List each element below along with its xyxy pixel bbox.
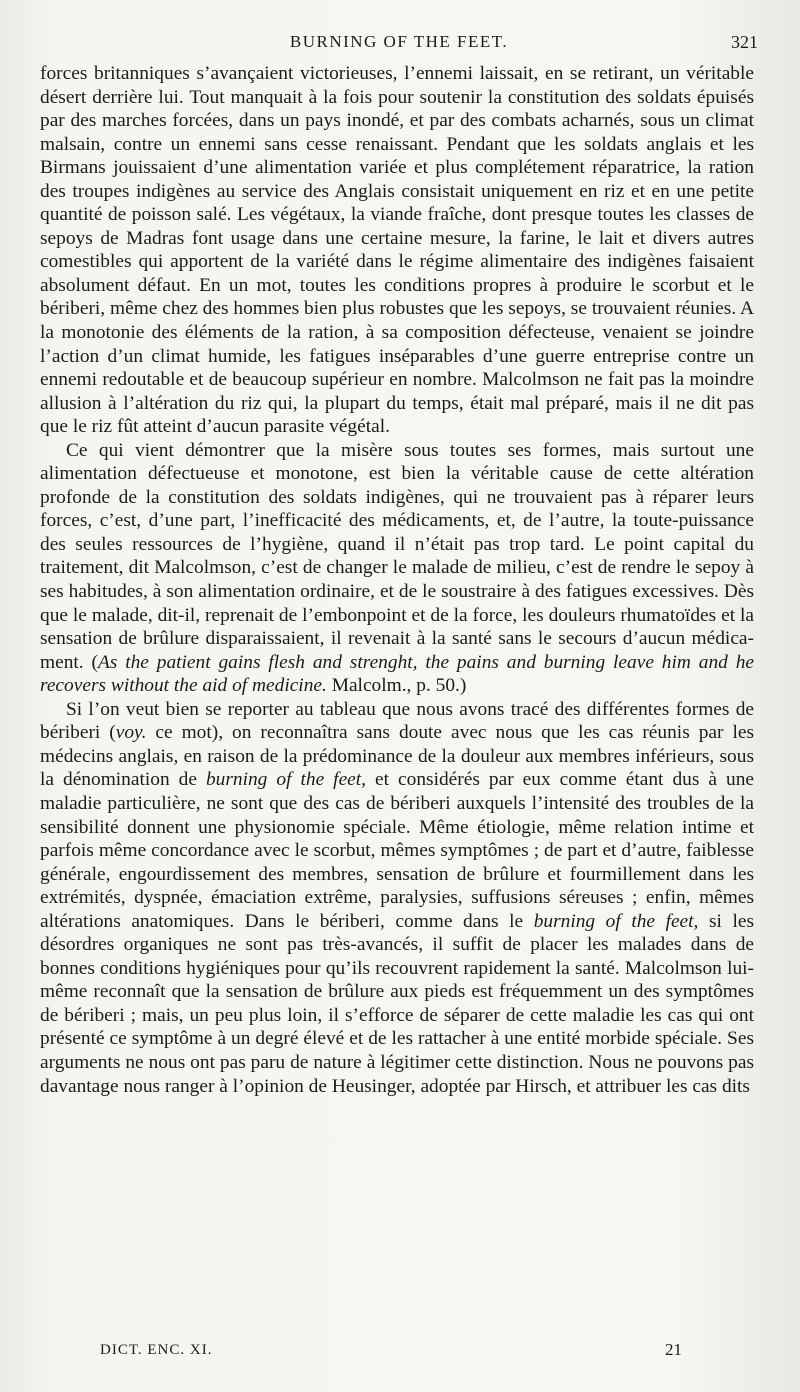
text-run: Si l’on veut bien se reporter au tableau que nous avons tracé des différentes formes de bériberi (: [40, 698, 754, 744]
running-head: [40, 30, 758, 58]
italic-text-run: voy.: [115, 722, 147, 744]
paragraph: [40, 439, 754, 698]
text-run: Ce qui vient démontrer que la misère sous toutes ses formes, mais surtout une alimentation défectueuse et monotone, est bien la véritable cause de cette altération profonde de la constitution des soldats indigènes, qui ne trouvaient pas à réparer leurs forces, c’est, d’une part, l’inefficacité des médicaments, et, de l’autre, la toute-puissance des seules ressources de l’hygiène, quand il n’était pas trop tard. Le point capital du traitement, dit Malcolmson, c’est de changer le malade de milieu, c’est de rendre le sepoy à ses habitudes, à son alimentation ordinaire, et de le soustraire à des fatigues excessives. Dès que le malade, dit-il, reprenait de l’embonpoint et de la force, les douleurs rhumatoïdes et la sensation de brûlure disparaissaient, il revenait à la santé sans le secours d’aucun médicament. (: [40, 439, 754, 673]
paragraph: [40, 62, 754, 439]
page-number: 321: [731, 32, 758, 52]
text-run: et considérés par eux comme étant dus à une maladie particulière, ne sont que des cas de bériberi auxquels l’intensité des troubles de la sensibilité donnent une physionomie spéciale. Même étiologie, même relation intime et parfois même concordance avec le scorbut, mêmes symptômes ; de part et d’autre, faiblesse générale, engourdissement des membres, sensation de brûlure et fourmillement dans les extrémités, dyspnée, émaciation extrême, paralysies, suffusions séreuses ; enfin, mêmes altérations anatomiques. Dans le bériberi, comme dans le: [40, 769, 755, 932]
footer-signature: DICT. ENC. XI.: [100, 1342, 213, 1358]
text-run: si les désordres organiques ne sont pas très-avancés, il suffit de placer les malades dans de bonnes conditions hygiéniques pour qu’ils recouvrent rapidement la santé. Malcolmson lui-même reconnaît que la sensation de brûlure aux pieds est fréquemment un des symptômes de bériberi ; mais, un peu plus loin, il s’efforce de séparer de cette maladie les cas qui ont présenté ce symptôme à un degré élevé et de les rattacher à une entité morbide spéciale. Ses arguments ne nous ont pas paru de nature à légitimer cette distinction. Nous ne pouvons pas davantage nous ranger à l’opinion de Heusinger, adoptée par Hirsch, et attribuer les cas dits: [40, 910, 755, 1097]
text-run: ce mot), on reconnaîtra sans doute avec nous que les cas réunis par les médecins anglais, en raison de la prédominance de la douleur aux membres inférieurs, sous la dénomination de: [40, 722, 754, 791]
page-footer: [100, 1338, 682, 1362]
italic-text-run: burning of the feet,: [205, 769, 367, 791]
running-title: BURNING OF THE FEET.: [289, 32, 509, 51]
italic-text-run: burning of the feet,: [533, 910, 699, 932]
text-run: Malcolm., p. 50.): [326, 675, 467, 697]
footer-sheet-number: 21: [665, 1340, 682, 1359]
italic-text-run: As the patient gains flesh and strenght, the pains and burning leave him and he recovers without the aid of medicine.: [40, 651, 754, 697]
body-text: [40, 62, 754, 1098]
text-run: forces britanniques s’avançaient victorieuses, l’ennemi laissait, en se retirant, un véritable désert derrière lui. Tout manquait à la fois pour soutenir la constitution des soldats épuisés par des marches forcées, dans un pays inondé, et par des combats acharnés, sous un climat malsain, contre un ennemi sans cesse renaissant. Pendant que les soldats anglais et les Birmans jouissaient d’une alimentation variée et plus complétement réparatrice, la ration des troupes indigènes au service des Anglais consistait uniquement en riz et en une petite quantité de poisson salé. Les végétaux, la viande fraîche, dont presque toutes les classes de sepoys de Madras font usage dans une certaine mesure, la farine, le lait et divers autres comestibles qui apportent de la variété dans le régime alimentaire des indigènes faisaient absolument défaut. En un mot, toutes les conditions propres à produire le scorbut et le bériberi, même chez des hommes bien plus robustes que les sepoys, se trouvaient réunies. A la monotonie des éléments de la ration, à sa composition défecteuse, venaient se joindre l’action d’un climat humide, les fatigues inséparables d’une guerre entreprise contre un ennemi redoutable et de beaucoup supérieur en nombre. Malcolmson ne fait pas la moindre allusion à l’altération du riz qui, la plupart du temps, était mal préparé, mais il ne dit pas que le riz fût atteint d’aucun parasite végétal.: [40, 63, 754, 438]
paragraph: [40, 698, 754, 1098]
